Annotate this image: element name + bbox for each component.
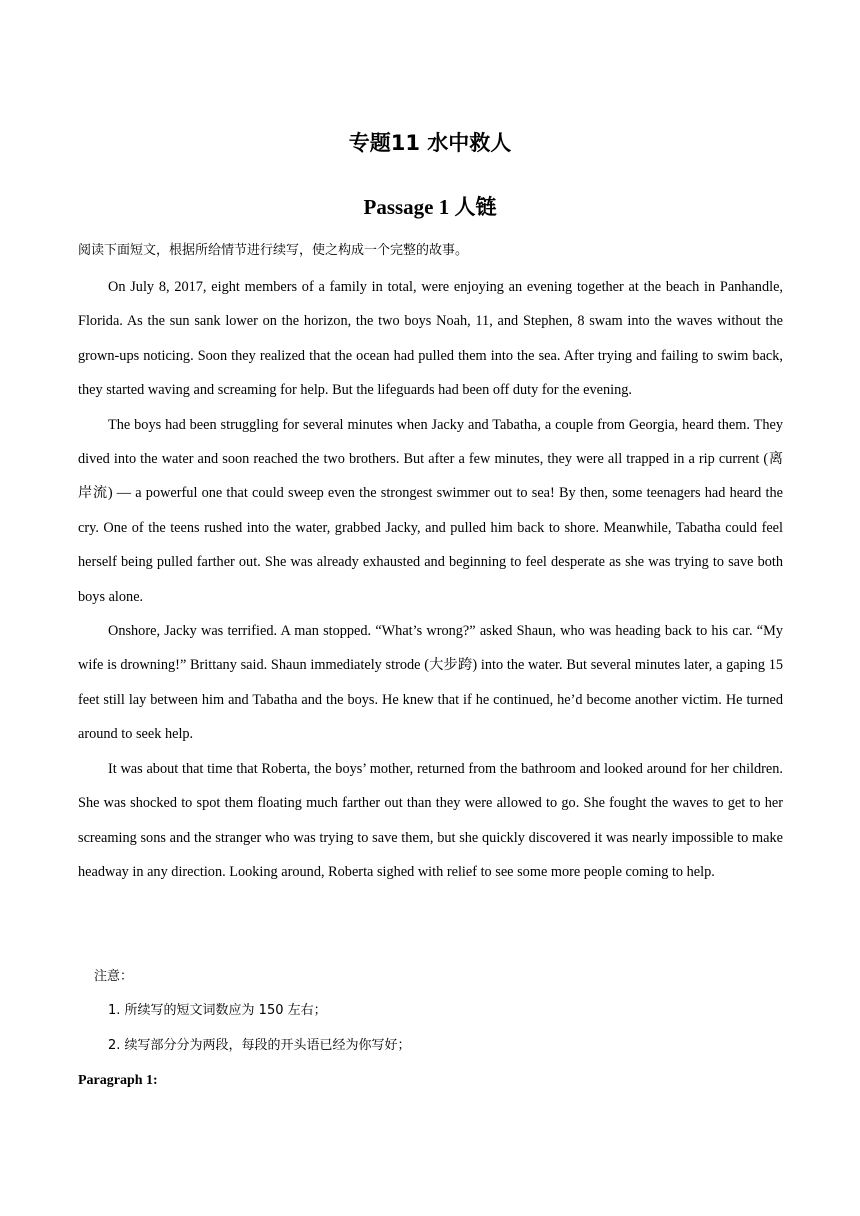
instruction-text: 阅读下面短文，根据所给情节进行续写，使之构成一个完整的故事。 xyxy=(78,243,469,258)
notes-section xyxy=(78,960,798,1063)
note-item-1: 1. 所续写的短文词数应为 150 左右； xyxy=(108,1003,327,1019)
notes-label: 注意： xyxy=(94,969,134,984)
passage-body xyxy=(78,270,783,889)
paragraph-1-label: Paragraph 1: xyxy=(78,1073,158,1088)
passage-paragraph-1: On July 8, 2017, eight members of a family in total, were enjoying an evening together at the beach in Panhandle, Florida. As the sun sank lower on the horizon, the two boys Noah, 11, and Stephen, 8 swam into the waves without the grown-ups noticing. Soon they realized that the ocean had pulled them into the sea. After trying and failing to swim back, they started waving and screaming for help. But the lifeguards had been off duty for the evening. xyxy=(78,279,783,399)
passage-subtitle: Passage 1 人链 xyxy=(363,195,497,219)
passage-paragraph-3: Onshore, Jacky was terrified. A man stopped. “What’s wrong?” asked Shaun, who was heading back to his car. “My wife is drowning!” Brittany said. Shaun immediately strode (大步跨) into the water. But several minutes later, a gaping 15 feet still lay between him and Tabatha and the boys. He knew that if he continued, he’d become another victim. He turned around to seek help. xyxy=(78,623,783,743)
passage-paragraph-4: It was about that time that Roberta, the boys’ mother, returned from the bathroom and looked around for her children. She was shocked to spot them floating much farther out than they were allowed to go. She fought the waves to get to her screaming sons and the stranger who was trying to save them, but she quickly discovered it was nearly impossible to make headway in any direction. Looking around, Roberta sighed with relief to see some more people coming to help. xyxy=(78,760,783,880)
passage-paragraph-2: The boys had been struggling for several minutes when Jacky and Tabatha, a couple from Georgia, heard them. They dived into the water and soon reached the two brothers. But after a few minutes, they were all trapped in a rip current (离岸流) — a powerful one that could sweep even the strongest swimmer out to sea! By then, some teenagers had heard the cry. One of the teens rushed into the water, grabbed Jacky, and pulled him back to shore. Meanwhile, Tabatha could feel herself being pulled farther out. She was already exhausted and beginning to feel desperate as she was trying to save both boys alone. xyxy=(78,416,783,605)
note-item-2: 2. 续写部分分为两段，每段的开头语已经为你写好； xyxy=(108,1037,411,1053)
page-title: 专题11 水中救人 xyxy=(348,131,512,155)
